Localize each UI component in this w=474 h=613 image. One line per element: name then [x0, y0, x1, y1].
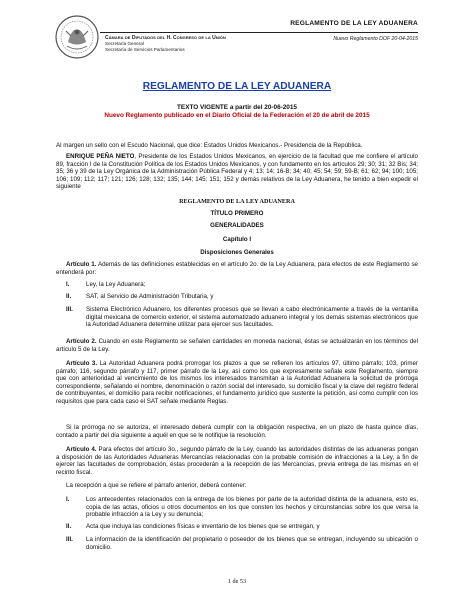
header-divider: [100, 32, 418, 33]
preamble-paragraph: [56, 153, 418, 191]
list-item-number: I.: [66, 496, 70, 503]
disposiciones-heading: Disposiciones Generales: [200, 249, 274, 256]
header-secretaria-servicios: Secretaría de Servicios Parlamentarios: [105, 47, 185, 52]
article-3-label: Artículo 3.: [66, 360, 98, 367]
article-2-text: Cuando en este Reglamento se señalen cantidades en moneda nacional, éstas se actualizarán en los términos del artículo 5 de la Ley.: [56, 338, 419, 353]
article-2: [56, 338, 418, 353]
article-3: [56, 360, 418, 406]
list-item-text: La información de la identificación del propietario o poseedor de los bienes que se entregan, incluyendo su ubicación o domicilio.: [86, 536, 418, 551]
article-1: [56, 261, 418, 276]
serif-heading: REGLAMENTO DE LA LEY ADUANERA: [179, 198, 295, 205]
list-item-text: Acta que incluya las condiciones físicas e inventario de los bienes que se entregan, y: [86, 523, 320, 530]
list-item-number: II.: [66, 523, 72, 530]
list-item-number: II.: [66, 293, 72, 300]
list-item-number: III.: [66, 536, 73, 543]
header-secretaria-general: Secretaría General: [105, 41, 144, 46]
preamble-text: , Presidente de los Estados Unidos Mexicanos, en ejercicio de la facultad que me confiere el artículo 89, fracción I de la Constitución Política de los Estados Unidos Mexicanos, y con fundamento en los artículos 29; 30; 31; 32 Bis; 34; 35; 36 y 39 de la Ley Orgánica de la Administración Pública Federal y 4; 13; 14; 16-B; 34; 40; 45; 54; 59; 59-B; 61; 62; 94; 100; 105; 106; 109; 112; 117; 121; 126; 128; 132; 135; 144; 145; 151; 152 y demás relativos de la Ley Aduanera, he tenido a bien expedir el siguiente: [56, 153, 418, 191]
header-institution: [105, 35, 226, 53]
list-item-text: Sistema Electrónico Aduanero, los diferentes procesos que se llevan a cabo electrónicamente a través de la ventanilla digital mexicana de comercio exterior, el sistema automatizado aduanero integral y los demás sistemas electrónicos que la Autoridad Aduanera determine utilizar para ejercer sus facultades.: [86, 306, 418, 329]
vigente-notice: TEXTO VIGENTE a partir del 20-06-2015: [177, 104, 297, 111]
publication-notice: Nuevo Reglamento publicado en el Diario Oficial de la Federación el 20 de abril de 2015: [104, 112, 370, 119]
article-4-text: Para efectos del artículo 3o., segundo párrafo de la Ley, cuando las autoridades distintas de las aduaneras pongan a disposición de las Autoridades Aduaneras Mercancías relacionadas con la probable comisión de infracciones a la Ley, a fin de ejercer las facultades de comprobación, éstas procederán a la recepción de las Mercancías, previa entrega de las mismas en el recinto fiscal.: [56, 446, 418, 476]
list-item-number: I.: [66, 281, 70, 288]
header-chamber: Cámara de Diputados del H. Congreso de la Unión: [105, 35, 226, 41]
generalidades-heading: GENERALIDADES: [210, 222, 264, 229]
header-document-title: REGLAMENTO DE LA LEY ADUANERA: [290, 20, 418, 27]
list-item-text: Los antecedentes relacionados con la entrega de los bienes por parte de la autoridad distinta de la aduanera, esto es, copia de las actas, oficios u otros documentos en los que consten los hechos y circunstancias sobre los que versa la probable infracción a la Ley y su denuncia;: [86, 496, 418, 519]
list-item-text: Ley, la Ley Aduanera;: [86, 281, 146, 288]
article-4-label: Artículo 4.: [66, 446, 97, 453]
document-title: REGLAMENTO DE LA LEY ADUANERA: [142, 81, 332, 92]
list-item-number: III.: [66, 306, 73, 313]
header-dof-reference: Nuevo Reglamento DOF 20-04-2015: [333, 36, 418, 42]
titulo-heading: TÍTULO PRIMERO: [210, 210, 264, 217]
margin-paragraph: Al margen un sello con el Escudo Nacional, que dice: Estados Unidos Mexicanos.- Presidencia de la República.: [56, 142, 363, 149]
article-4: [56, 446, 418, 476]
president-name: ENRIQUE PEÑA NIETO: [66, 153, 135, 160]
national-seal-icon: [54, 14, 100, 60]
article-3-paragraph-2: [56, 424, 418, 439]
article-4-paragraph-2: [56, 482, 418, 490]
article-1-label: Artículo 1.: [66, 261, 97, 268]
article-3-text: La Autoridad Aduanera podrá prorrogar los plazos a que se refieren los artículos 97, último párrafo; 103, primer párrafo; 116, segundo párrafo y 117, primer párrafo de la Ley, así como los que expresamente señale este Reglamento, siempre que con anterioridad al vencimiento de los mismos los interesados transmitan a la Autoridad Aduanera la solicitud de prórroga correspondiente, señalando el nombre, denominación o razón social del interesado, su domicilio fiscal y la clave del registro federal de contribuyentes, el domicilio para recibir notificaciones, el fundamento jurídico que sustente la petición, así como cumplir con los requisitos que para cada caso el SAT señale mediante Reglas.: [56, 360, 418, 405]
article-4-p2-text: La recepción a que se refiere el párrafo anterior, deberá contener:: [66, 482, 247, 489]
capitulo-heading: Capítulo I: [222, 236, 252, 243]
article-2-label: Artículo 2.: [66, 338, 97, 345]
article-1-text: Además de las definiciones establecidas en el artículo 2o. de la Ley Aduanera, para efectos de este Reglamento se entenderá por:: [56, 261, 418, 276]
list-item-text: SAT, al Servicio de Administración Tributaria, y: [86, 293, 214, 300]
article-3-p2-text: Si la prórroga no se autoriza, el interesado deberá cumplir con la obligación respectiva, en un plazo de hasta quince días, contado a partir del día siguiente a aquél en que se le notifique la resolución.: [56, 424, 418, 439]
page-number: 1 de 53: [227, 578, 247, 585]
